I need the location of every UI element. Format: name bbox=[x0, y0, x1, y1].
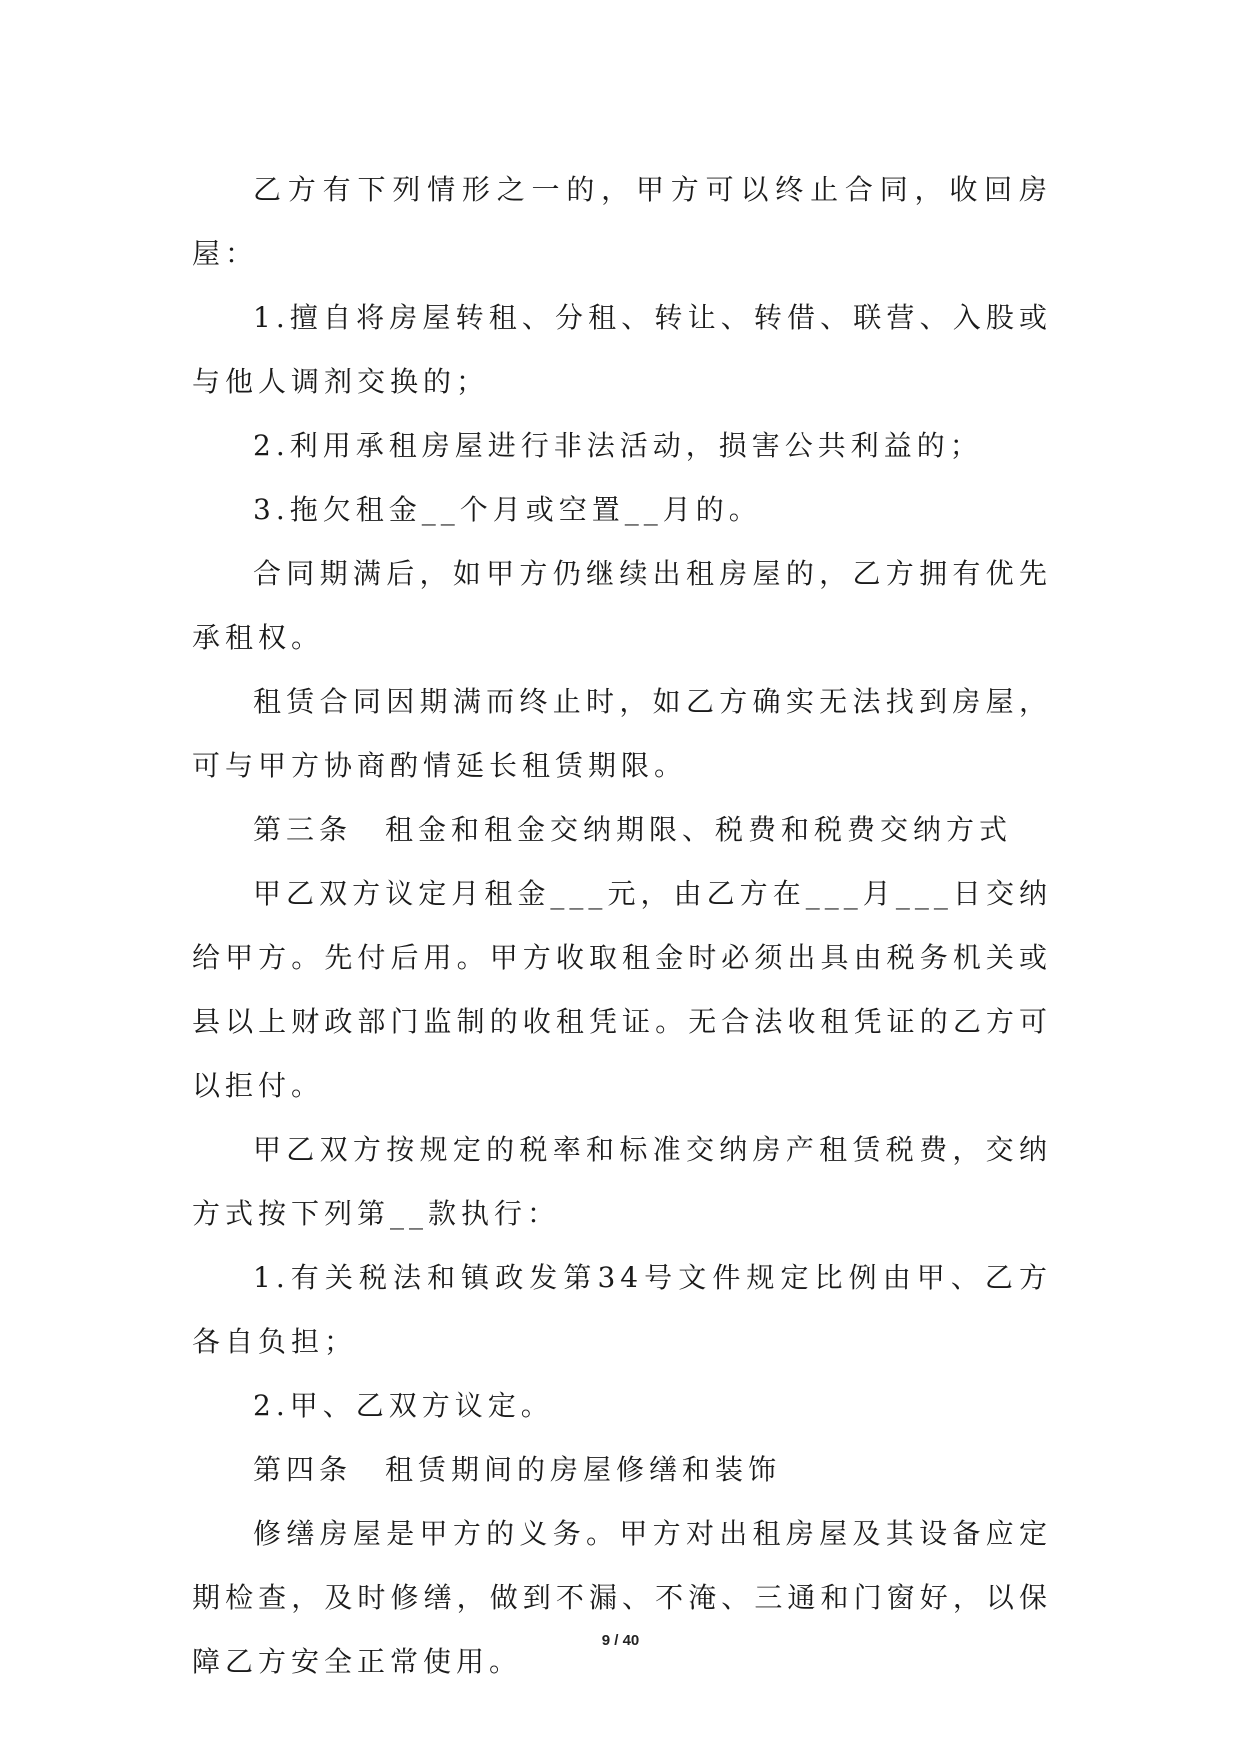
paragraph-rent-payment: 甲乙双方议定月租金___元，由乙方在___月___日交纳给甲方。先付后用。甲方收取租金时必须出具由税务机关或县以上财政部门监制的收租凭证。无合法收租凭证的乙方可以拒付。 bbox=[192, 877, 1052, 1102]
document-body bbox=[192, 158, 1052, 1694]
section-heading-article-3: 第三条 租金和租金交纳期限、税费和税费交纳方式 bbox=[253, 813, 1013, 846]
paragraph-renewal-priority: 合同期满后，如甲方仍继续出租房屋的，乙方拥有优先承租权。 bbox=[192, 557, 1052, 654]
paragraph-tax-option-2: 2.甲、乙双方议定。 bbox=[253, 1389, 554, 1422]
paragraph-clause-2-illegal-use: 2.利用承租房屋进行非法活动，损害公共利益的； bbox=[253, 429, 983, 462]
section-heading-article-4: 第四条 租赁期间的房屋修缮和装饰 bbox=[253, 1453, 782, 1486]
paragraph-repairs: 修缮房屋是甲方的义务。甲方对出租房屋及其设备应定期检查，及时修缮，做到不漏、不淹、三通和门窗好，以保障乙方安全正常使用。 bbox=[192, 1517, 1052, 1678]
paragraph-termination-conditions: 乙方有下列情形之一的，甲方可以终止合同，收回房屋： bbox=[192, 173, 1052, 270]
page-number: 9 / 40 bbox=[601, 1632, 640, 1649]
paragraph-tax-option-1: 1.有关税法和镇政发第34号文件规定比例由甲、乙方各自负担； bbox=[192, 1261, 1052, 1358]
paragraph-tax-payment: 甲乙双方按规定的税率和标准交纳房产租赁税费，交纳方式按下列第__款执行： bbox=[192, 1133, 1052, 1230]
paragraph-clause-3-arrears: 3.拖欠租金__个月或空置__月的。 bbox=[253, 493, 762, 526]
paragraph-clause-1-sublet: 1.擅自将房屋转租、分租、转让、转借、联营、入股或与他人调剂交换的； bbox=[192, 301, 1052, 398]
paragraph-extension: 租赁合同因期满而终止时，如乙方确实无法找到房屋，可与甲方协商酌情延长租赁期限。 bbox=[192, 685, 1052, 782]
